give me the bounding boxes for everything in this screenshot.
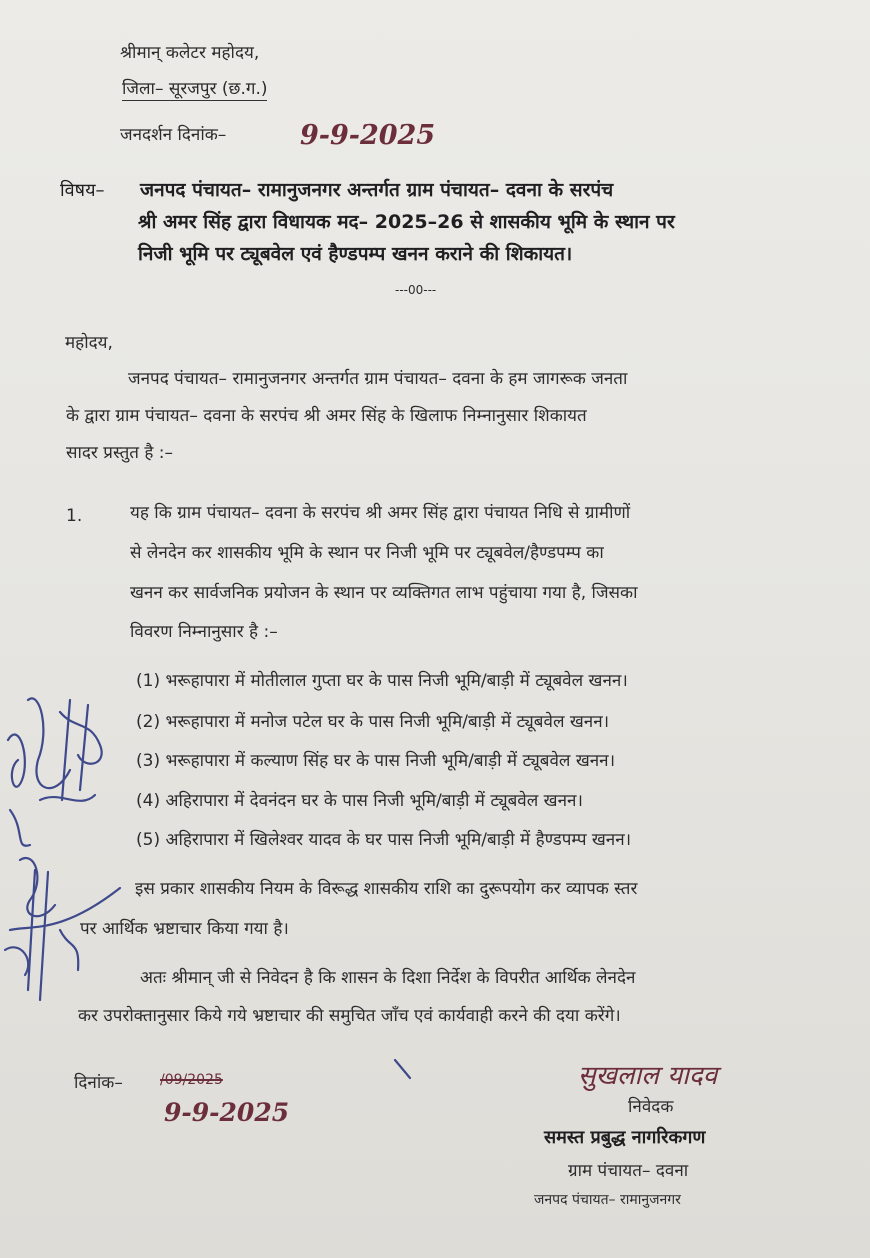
list-item: (3) भरूहापारा में कल्याण सिंह घर के पास निजी भूमि/बाड़ी में ट्यूबवेल खनन। [136,751,616,771]
subject-line1: जनपद पंचायत– रामानुजनगर अन्तर्गत ग्राम पंचायत– दवना के सरपंच [140,179,614,201]
salutation: महोदय, [65,333,113,353]
point-line4: विवरण निम्नानुसार है :– [130,622,278,642]
intro-line3: सादर प्रस्तुत है :– [66,443,174,463]
subject-label: विषय– [60,180,105,201]
address-line1: श्रीमान् कलेटर महोदय, [120,43,260,63]
jandarshan-date-handwritten: 9-9-2025 [300,120,436,151]
signatory: समस्त प्रबुद्ध नागरिकगण [544,1127,706,1148]
conclusion-line1: इस प्रकार शासकीय नियम के विरूद्ध शासकीय राशि का दुरूपयोग कर व्यापक स्तर [135,879,638,899]
conclusion-line2: पर आर्थिक भ्रष्टाचार किया गया है। [80,919,289,939]
list-item: (5) अहिरापारा में खिलेश्वर यादव के घर पास निजी भूमि/बाड़ी में हैण्डपम्प खनन। [136,830,632,850]
request-line2: कर उपरोक्तानुसार किये गये भ्रष्टाचार की समुचित जाँच एवं कार्यवाही करने की दया करेंगे। [78,1006,621,1026]
point-number: 1. [66,506,83,526]
intro-line1: जनपद पंचायत– रामानुजनगर अन्तर्गत ग्राम पंचायत– दवना के हम जागरूक जनता [128,369,628,389]
separator: ---00--- [395,283,437,297]
point-line2: से लेनदेन कर शासकीय भूमि के स्थान पर निजी भूमि पर ट्यूबवेल/हैण्डपम्प का [130,543,604,563]
janpad-panchayat: जनपद पंचायत– रामानुजनगर [534,1192,681,1208]
signature: सुखलाल यादव [578,1061,718,1091]
jandarshan-label: जनदर्शन दिनांक– [120,125,227,145]
point-line3: खनन कर सार्वजनिक प्रयोजन के स्थान पर व्यक्तिगत लाभ पहुंचाया गया है, जिसका [130,583,638,603]
date-label: दिनांक– [74,1073,123,1093]
applicant-label: निवेदक [628,1097,674,1117]
subject-line2: श्री अमर सिंह द्वारा विधायक मद– 2025–26 से शासकीय भूमि के स्थान पर [138,211,675,233]
point-line1: यह कि ग्राम पंचायत– दवना के सरपंच श्री अमर सिंह द्वारा पंचायत निधि से ग्रामीणों [130,503,631,523]
request-line1: अतः श्रीमान् जी से निवेदन है कि शासन के दिशा निर्देश के विपरीत आर्थिक लेनदेन [140,968,636,988]
date-struck: /09/2025 [160,1072,223,1088]
intro-line2: के द्वारा ग्राम पंचायत– दवना के सरपंच श्री अमर सिंह के खिलाफ निम्नानुसार शिकायत [66,406,587,426]
address-line2-text: जिला– सूरजपुर (छ.ग.) [122,79,268,99]
list-item: (2) भरूहापारा में मनोज पटेल घर के पास निजी भूमि/बाड़ी में ट्यूबवेल खनन। [136,712,610,732]
gram-panchayat: ग्राम पंचायत– दवना [568,1161,689,1181]
list-item: (4) अहिरापारा में देवनंदन घर के पास निजी भूमि/बाड़ी में ट्यूबवेल खनन। [136,791,583,811]
list-item: (1) भरूहापारा में मोतीलाल गुप्ता घर के पास निजी भूमि/बाड़ी में ट्यूबवेल खनन। [136,671,628,691]
subject-line3: निजी भूमि पर ट्यूबवेल एवं हैण्डपम्प खनन कराने की शिकायत। [138,243,573,265]
date-handwritten: 9-9-2025 [164,1098,290,1127]
